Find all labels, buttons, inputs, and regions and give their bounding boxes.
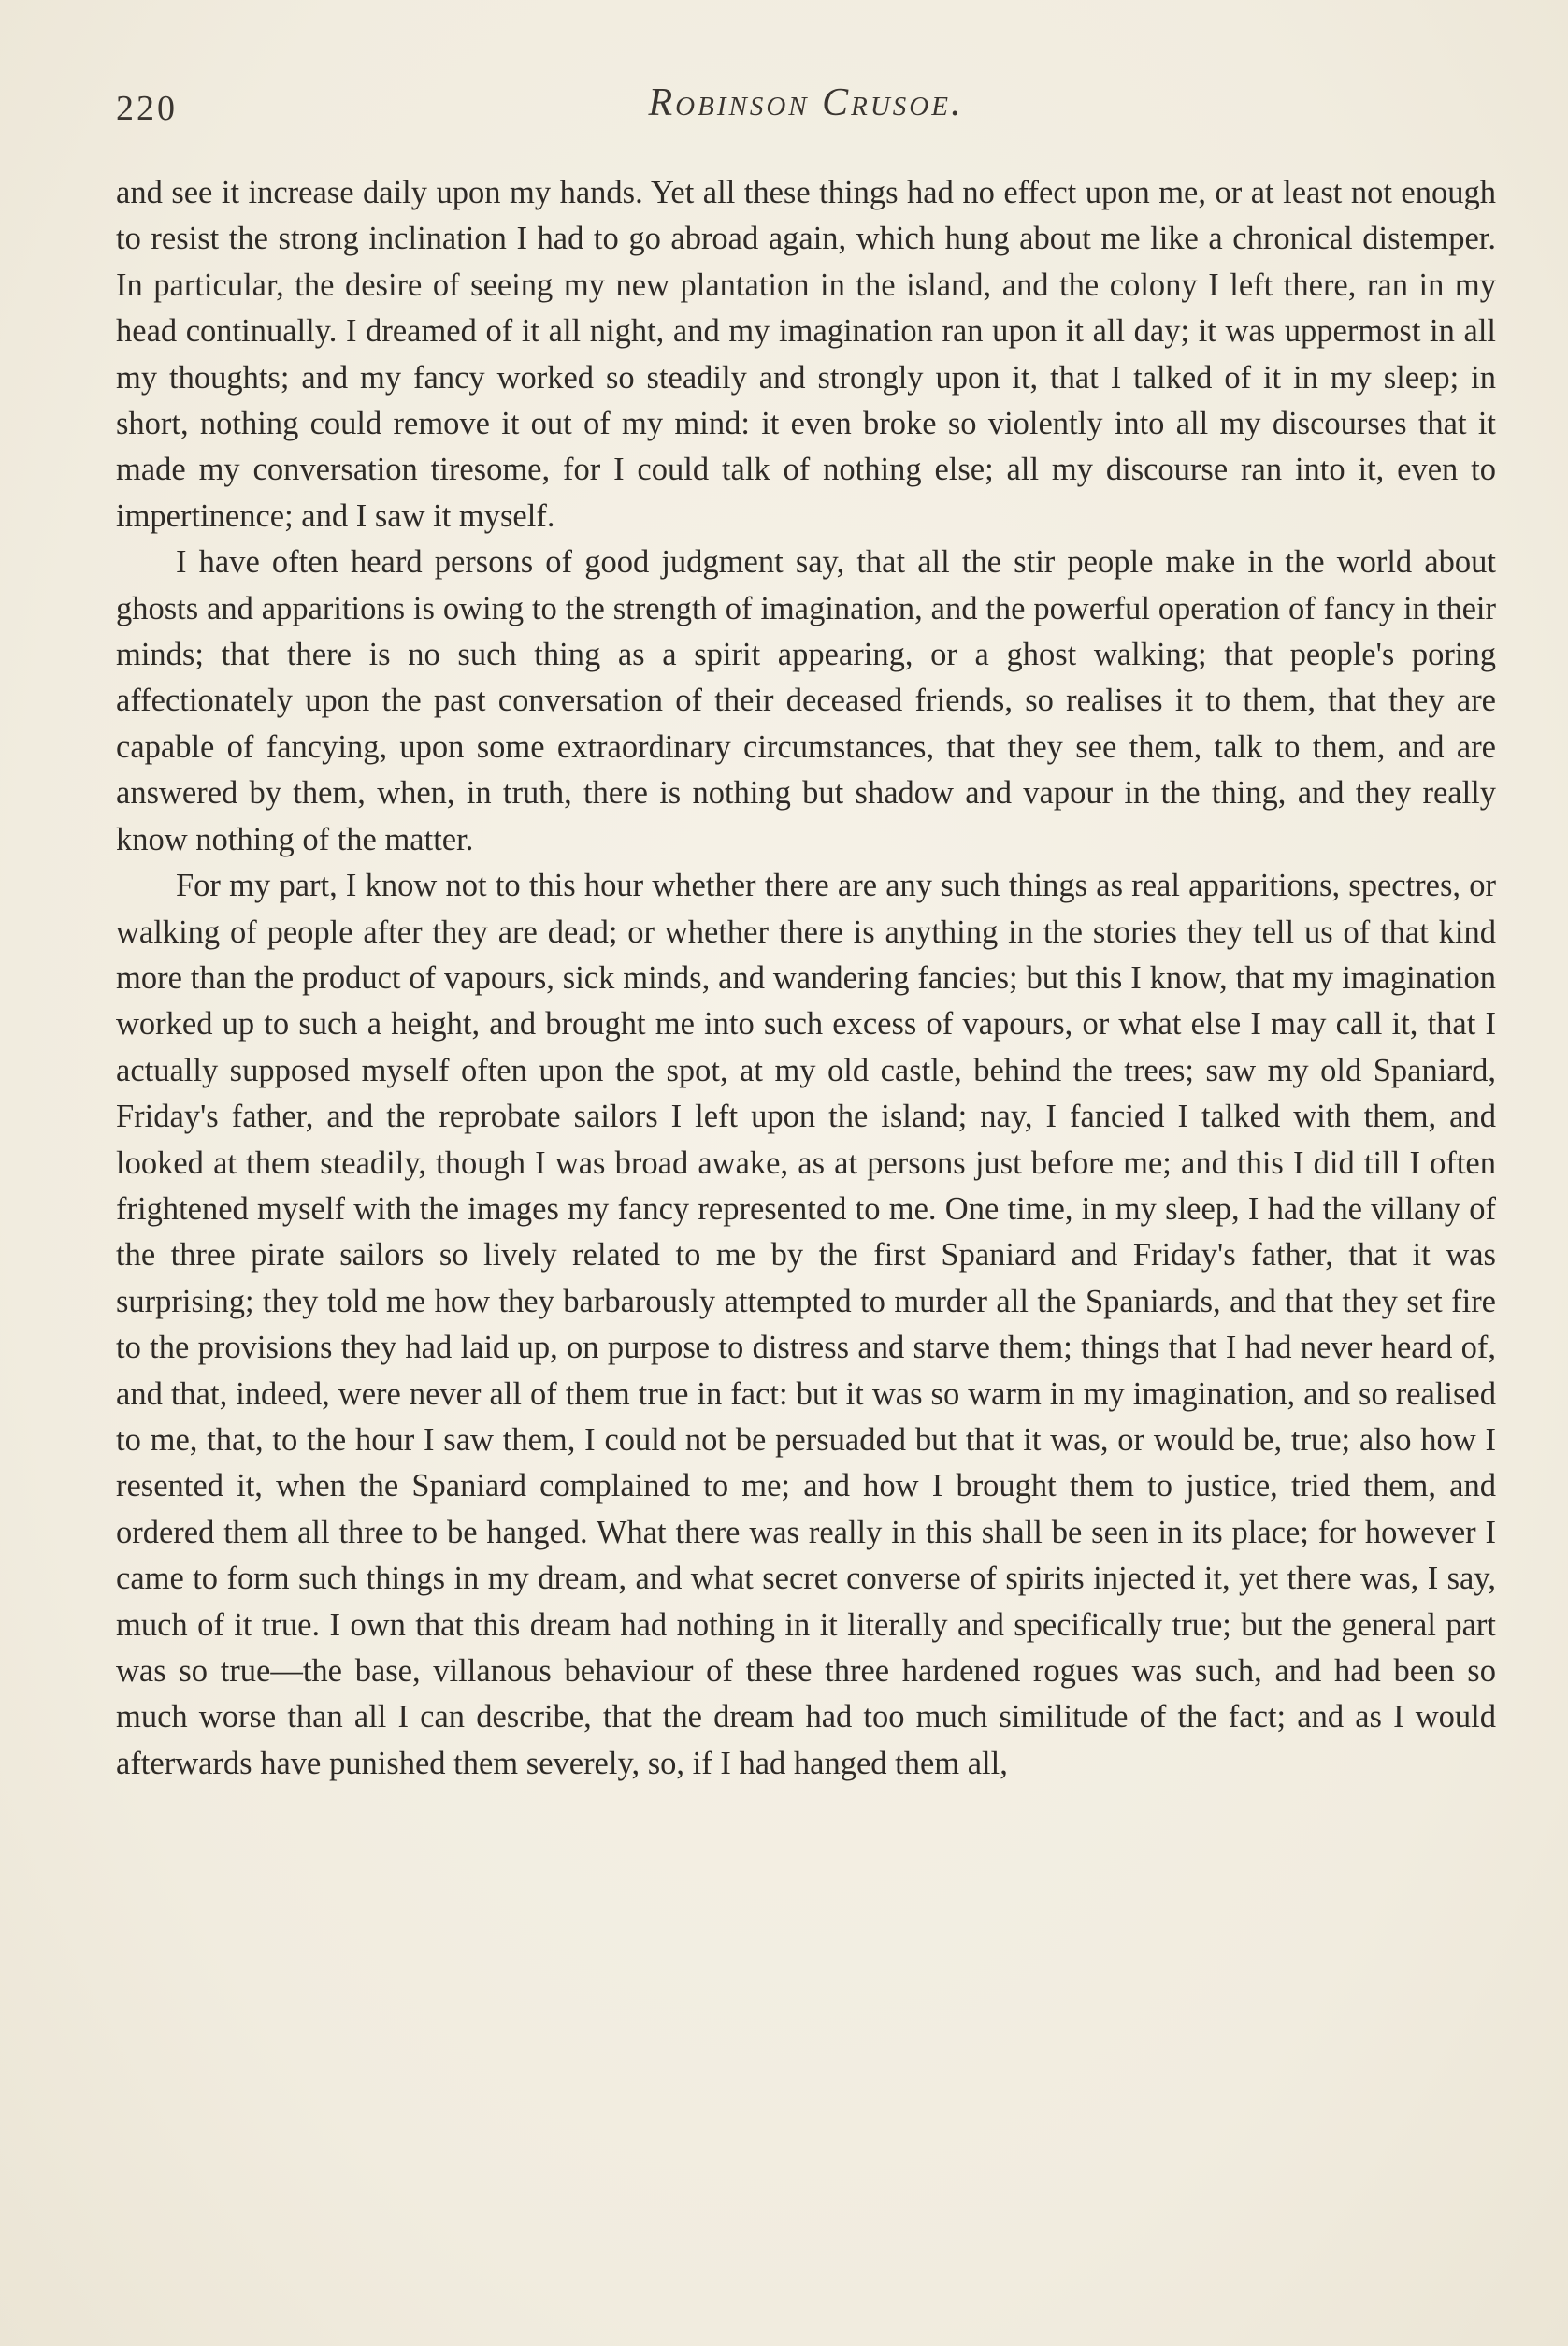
body-text xyxy=(116,170,1496,1787)
page-number: 220 xyxy=(116,89,178,128)
paragraph-dream: For my part, I know not to this hour whether there are any such things as real apparitions, spectres, or walking of people after they are dead; or whether there is anything in the stories they tell us of that kind more than the product of vapours, sick minds, and wandering fancies; but this I know, that my imagination worked up to such a height, and brought me into such excess of vapours, or what else I may call it, that I actually supposed myself often upon the spot, at my old castle, behind the trees; saw my old Spaniard, Friday's father, and the reprobate sailors I left upon the island; nay, I fancied I talked with them, and looked at them steadily, though I was broad awake, as at persons just before me; and this I did till I often frightened myself with the images my fancy represented to me. One time, in my sleep, I had the villany of the three pirate sailors so lively related to me by the first Spaniard and Friday's father, that it was surprising; they told me how they barbarously attempted to murder all the Spaniards, and that they set fire to the provisions they had laid up, on purpose to distress and starve them; things that I had never heard of, and that, indeed, were never all of them true in fact: but it was so warm in my imagination, and so realised to me, that, to the hour I saw them, I could not be persuaded but that it was, or would be, true; also how I resented it, when the Spaniard complained to me; and how I brought them to justice, tried them, and ordered them all three to be hanged. What there was really in this shall be seen in its place; for however I came to form such things in my dream, and what secret converse of spirits injected it, yet there was, I say, much of it true. I own that this dream had nothing in it literally and specifically true; but the general part was so true—the base, villanous behaviour of these three hardened rogues was such, and had been so much worse than all I can describe, that the dream had too much similitude of the fact; and as I would afterwards have punished them severely, so, if I had hanged them all, xyxy=(116,868,1496,1781)
running-title: Robinson Crusoe. xyxy=(648,81,964,124)
running-head xyxy=(116,80,1496,137)
paragraph-ghosts: I have often heard persons of good judgment say, that all the stir people make in the world about ghosts and apparitions is owing to the strength of imagination, and the powerful operation of fancy in their minds; that there is no such thing as a spirit appearing, or a ghost walking; that people's poring affectionately upon the past conversation of their deceased friends, so realises it to them, that they are capable of fancying, upon some extraordinary circumstances, that they see them, talk to them, and are answered by them, when, in truth, there is nothing but shadow and vapour in the thing, and they really know nothing of the matter. xyxy=(116,544,1496,857)
paragraph-continued: and see it increase daily upon my hands. Yet all these things had no effect upon me, or at least not enough to resist the strong inclination I had to go abroad again, which hung about me like a chronical distemper. In particular, the desire of seeing my new plantation in the island, and the colony I left there, ran in my head continually. I dreamed of it all night, and my imagination ran upon it all day; it was uppermost in all my thoughts; and my fancy worked so steadily and strongly upon it, that I talked of it in my sleep; in short, nothing could remove it out of my mind: it even broke so violently into all my discourses that it made my conversation tiresome, for I could talk of nothing else; all my discourse ran into it, even to impertinence; and I saw it myself. xyxy=(116,175,1496,534)
